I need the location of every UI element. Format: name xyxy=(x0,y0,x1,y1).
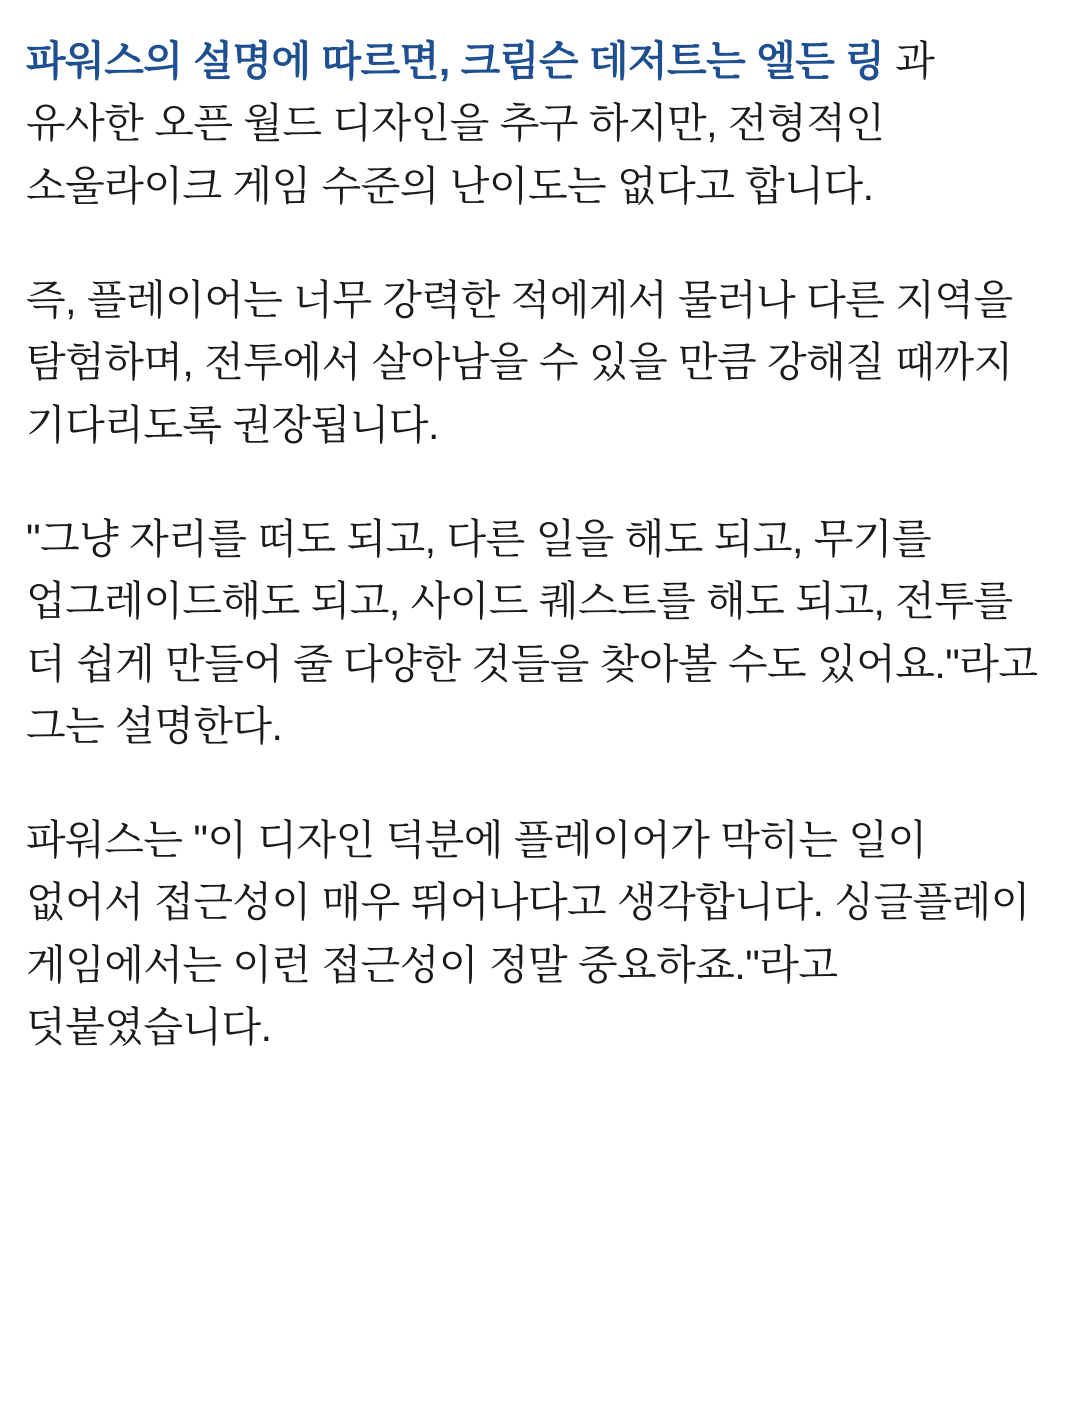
highlighted-lead-text: 파워스의 설명에 따르면, 크림슨 데저트는 엘든 링 xyxy=(26,38,885,84)
paragraph-1 xyxy=(26,30,1054,217)
paragraph-2: 즉, 플레이어는 너무 강력한 적에게서 물러나 다른 지역을 탐험하며, 전투에서 살아남을 수 있을 만큼 강해질 때까지 기다리도록 권장됩니다. xyxy=(26,276,1013,448)
paragraph-4: 파워스는 "이 디자인 덕분에 플레이어가 막히는 일이 없어서 접근성이 매우 뛰어나다고 생각합니다. 싱글플레이 게임에서는 이런 접근성이 정말 중요하죠."라고 덧붙였습니다. xyxy=(26,817,1030,1051)
paragraph-3: "그냥 자리를 떠도 되고, 다른 일을 해도 되고, 무기를 업그레이드해도 되고, 사이드 퀘스트를 해도 되고, 전투를 더 쉽게 만들어 줄 다양한 것들을 찾아볼 수도 있어요."라고 그는 설명한다. xyxy=(26,515,1038,749)
paragraph-1-text: 과 유사한 오픈 월드 디자인을 추구 하지만, 전형적인 소울라이크 게임 수준의 난이도는 없다고 합니다. xyxy=(26,38,935,209)
